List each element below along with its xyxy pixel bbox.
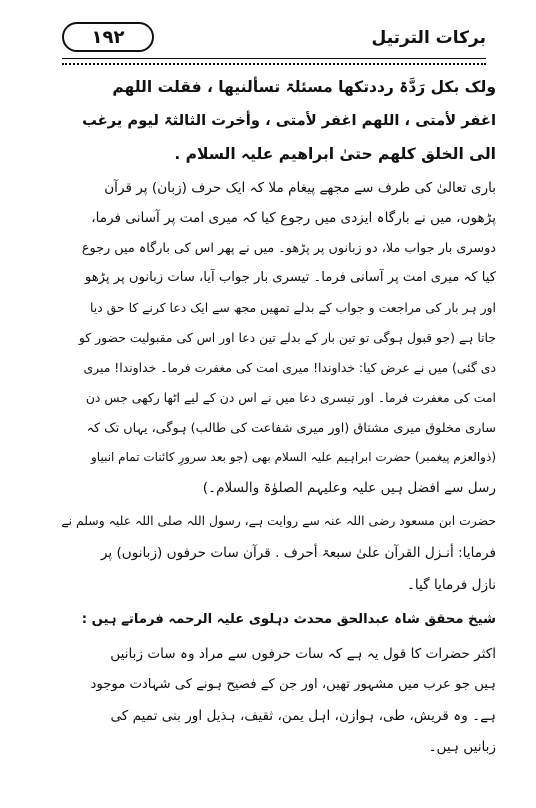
quote-line-1: اکثر حضرات کا قول یہ ہے کہ سات حرفوں سے مراد وہ سات زبانیں	[110, 646, 496, 662]
urdu-line-11: رسل سے افضل ہیں علیہ وعلیہم الصلوٰۃ والسلام۔)	[202, 480, 496, 496]
hadith-line-1: حضرت ابن مسعود رضی اللہ عنہ سے روایت ہے، رسول اللہ صلی اللہ علیہ وسلم نے	[61, 513, 496, 528]
urdu-line-9: ساری مخلوق میری مشتاق (اور میری شفاعت کی طالب) ہوگی، یہاں تک کہ	[86, 421, 496, 436]
header-rule	[62, 58, 486, 59]
urdu-line-6: جاتا ہے (جو قبول ہوگی تو تین بار کے بدلے تین دعا اور اس کی مقبولیت حضور کو	[78, 330, 496, 345]
urdu-line-7: دی گئی) میں نے عرض کیا: خداوندا! میری امت کی مغفرت فرما۔ خداوندا! میری	[83, 360, 496, 375]
arabic-line-2: اغفر لأمتی ، اللھم اغفر لأمتی ، وأخرت الثالثۃ لیوم یرغب	[82, 112, 496, 129]
header-dotted-rule	[62, 63, 486, 65]
urdu-line-5: اور ہر بار کی مراجعت و جواب کے بدلے تمھیں مجھ سے ایک دعا کرنے کا حق دیا	[89, 300, 496, 315]
page-number-badge: ۱۹۲	[62, 22, 154, 52]
urdu-line-2: پڑھوں، میں نے بارگاہ ایزدی میں رجوع کیا کہ میری امت پر آسانی فرما،	[91, 210, 496, 226]
urdu-line-10: (ذوالعزم پیغمبر) حضرت ابراہیم علیہ السلام بھی (جو بعد سرورِ کائنات تمام انبیاو	[91, 450, 496, 464]
quote-line-3: ہے۔ وہ قریش، طی، ہوازن، اہل یمن، ثقیف، ہذیل اور بنی تمیم کی	[110, 708, 496, 724]
hadith-line-3: نازل فرمایا گیا۔	[406, 577, 496, 593]
quote-heading: شیخ محقق شاہ عبدالحق محدث دہلوی علیہ الرحمہ فرماتے ہیں :	[81, 612, 496, 627]
urdu-line-3: دوسری بار جواب ملا، دو زبانوں پر پڑھو۔ میں نے پھر اس کی بارگاہ میں رجوع	[81, 241, 496, 256]
urdu-line-8: امت کی مغفرت فرما۔ اور تیسری دعا میں نے اس دن کے لیے اٹھا رکھی جس دن	[85, 390, 496, 405]
quote-line-2: ہیں جو عرب میں مشہور تھیں، اور جن کے فصیح ہونے کی شہادت موجود	[90, 677, 496, 692]
arabic-line-3: الی الخلق کلھم حتیٰ ابراھیم علیہ السلام .	[174, 145, 496, 163]
urdu-line-4: کیا کہ میری امت پر آسانی فرما۔ تیسری بار جواب آیا، سات زبانوں پر پڑھو	[84, 270, 496, 285]
quote-line-4: زبانیں ہیں۔	[428, 739, 496, 755]
urdu-line-1: باری تعالیٰ کی طرف سے مجھے پیغام ملا کہ ایک حرف (زبان) پر قرآن	[104, 180, 496, 196]
arabic-line-1: ولک بکل رَدَّۃ رددتکھا مسئلۃ تسألنیھا ، فقلت اللھم	[112, 78, 496, 96]
page-header	[62, 20, 486, 60]
running-title: برکات الترتیل	[371, 28, 486, 48]
hadith-line-2: فرمایا: أنـزل القرآن علیٰ سبعۃ أحرف . قرآن سات حرفوں (زبانوں) پر	[100, 545, 496, 561]
